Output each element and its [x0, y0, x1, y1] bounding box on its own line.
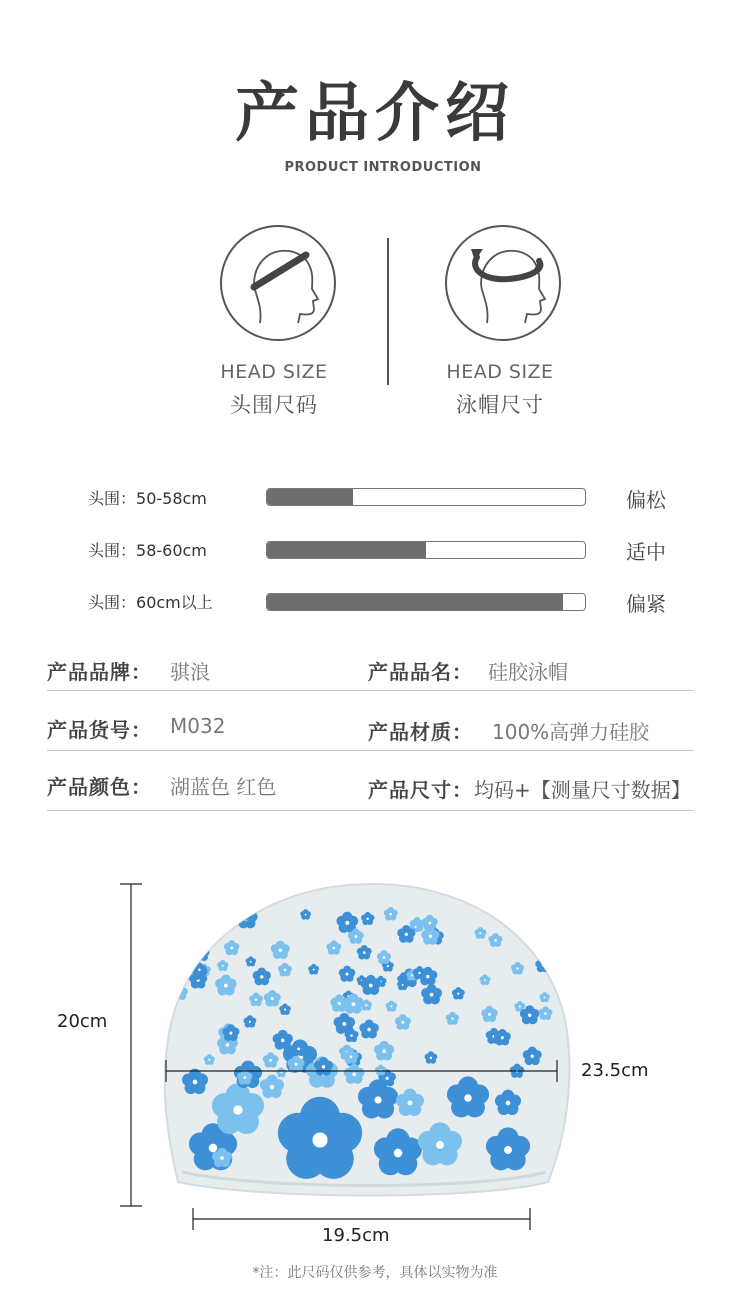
vertical-divider	[387, 238, 389, 385]
spec-color-value: 湖蓝色 红色	[170, 775, 277, 799]
size-row-1-label: 头围：50-58cm	[88, 489, 207, 508]
spec-sku-value: M032	[170, 714, 226, 738]
spec-brand-key: 产品品牌：	[47, 660, 152, 684]
size-row-3-fit: 偏紧	[626, 592, 666, 616]
swim-cap-illustration	[0, 860, 750, 1240]
spec-divider-1	[47, 690, 694, 691]
size-row-1-bar	[266, 488, 586, 506]
height-dimension-line	[120, 884, 142, 1206]
flower-pattern	[180, 927, 199, 945]
footnote: *注：此尺码仅供参考，具体以实物为准	[252, 1265, 498, 1281]
spec-sku-key: 产品货号：	[47, 718, 152, 742]
size-row-3-bar	[266, 593, 586, 611]
spec-name-value: 硅胶泳帽	[488, 660, 568, 684]
spec-size-value: 均码+【测量尺寸数据】	[474, 778, 691, 802]
spec-brand-value: 骐浪	[170, 660, 210, 684]
flower-pattern	[233, 900, 253, 920]
size-row-2-bar-fill	[267, 542, 426, 558]
flower-pattern	[179, 954, 196, 971]
head-stretch-icon	[445, 225, 561, 341]
icon-2-cn-label: 泳帽尺寸	[456, 393, 544, 417]
cap-height-label: 20cm	[57, 1011, 108, 1032]
head-measure-icon	[220, 225, 336, 341]
cap-mid-width-label: 23.5cm	[581, 1060, 649, 1081]
spec-material-key: 产品材质：	[368, 720, 473, 744]
spec-material-value: 100%高弹力硅胶	[492, 720, 650, 744]
size-row-2-label: 头围：58-60cm	[88, 541, 207, 560]
size-row-3-bar-fill	[267, 594, 563, 610]
size-row-2-fit: 适中	[626, 540, 666, 564]
size-row-1-fit: 偏松	[626, 488, 666, 512]
cap-bottom-width-label: 19.5cm	[322, 1225, 390, 1246]
page-title: 产品介绍	[235, 77, 515, 151]
flower-pattern	[205, 928, 217, 940]
spec-divider-2	[47, 750, 694, 751]
size-row-1-bar-fill	[267, 489, 353, 505]
page-subtitle: PRODUCT INTRODUCTION	[284, 160, 482, 175]
spec-color-key: 产品颜色：	[47, 775, 152, 799]
size-row-3-label: 头围：60cm以上	[88, 593, 213, 612]
flower-pattern	[179, 946, 190, 957]
spec-size-key: 产品尺寸：	[368, 778, 473, 802]
size-row-2-bar	[266, 541, 586, 559]
icon-1-cn-label: 头围尺码	[230, 393, 318, 417]
spec-name-key: 产品品名：	[368, 660, 473, 684]
spec-divider-3	[47, 810, 694, 811]
icon-2-en-label: HEAD SIZE	[446, 361, 554, 383]
icon-1-en-label: HEAD SIZE	[220, 361, 328, 383]
